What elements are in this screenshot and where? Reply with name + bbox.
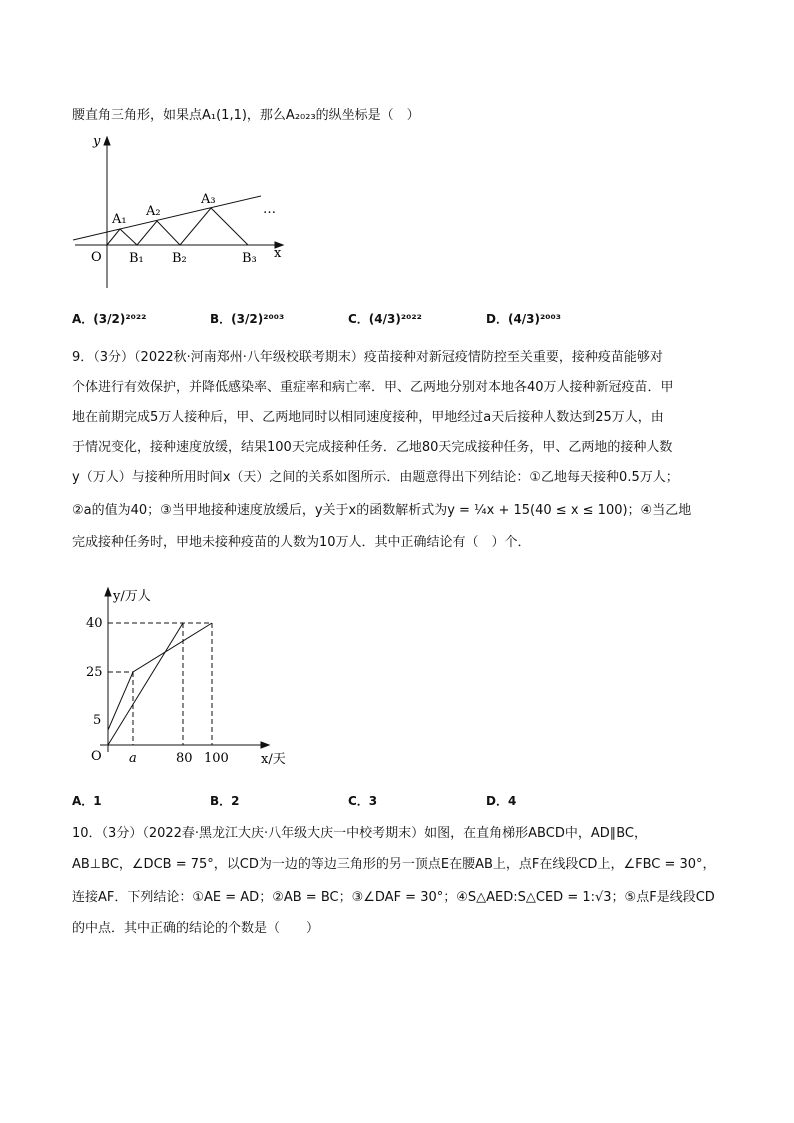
q10-line-1: 10．（3分）（2022春·黑龙江大庆·八年级大庆一中校考期末）如图，在直角梯形ABCD中，AD∥BC， <box>72 826 648 841</box>
q9-option-a[interactable]: A．1 <box>72 794 102 808</box>
origin-label: O <box>91 250 102 265</box>
q9-option-d[interactable]: D．4 <box>486 794 517 808</box>
y-axis-label: y <box>93 134 101 149</box>
q9-line-7: 完成接种任务时，甲地未接种疫苗的人数为10万人．其中正确结论有（ ）个． <box>72 535 531 550</box>
origin-label: O <box>91 749 102 764</box>
q9-option-c[interactable]: C．3 <box>348 794 378 808</box>
q8-option-a[interactable]: A．(3/2)²⁰²² <box>72 312 147 326</box>
tick-x-a: a <box>129 751 137 766</box>
q9-line-1: 9．（3分）（2022秋·河南郑州·八年级校联考期末）疫苗接种对新冠疫情防控至关重要，接种疫苗能够对 <box>72 350 663 365</box>
q8-stem: 腰直角三角形，如果点A₁(1,1)，那么A₂₀₂₃的纵坐标是（ ） <box>72 108 420 123</box>
q8-option-c[interactable]: C．(4/3)²⁰²² <box>348 312 422 326</box>
y-axis-label: y/万人 <box>113 589 151 604</box>
ellipsis: … <box>263 202 276 217</box>
tick-y-5: 5 <box>93 713 102 728</box>
x-axis-label: x <box>274 246 282 261</box>
q8-option-d[interactable]: D．(4/3)²⁰⁰³ <box>486 312 562 326</box>
q9-line-2: 个体进行有效保护，并降低感染率、重症率和病亡率．甲、乙两地分别对本地各40万人接种新冠疫苗．甲 <box>72 380 674 395</box>
tick-y-25: 25 <box>86 665 103 680</box>
q9-line-3: 地在前期完成5万人接种后，甲、乙两地同时以相同速度接种，甲地经过a天后接种人数达到25万人，由 <box>72 410 664 425</box>
tick-x-100: 100 <box>204 751 229 766</box>
point-b2: B₂ <box>172 251 187 266</box>
q10-line-2: AB⊥BC，∠DCB = 75°，以CD为一边的等边三角形的另一顶点E在腰AB上，点F在线段CD上，∠FBC = 30°， <box>72 857 716 872</box>
tick-x-80: 80 <box>176 751 193 766</box>
q9-line-6: ②a的值为40；③当甲地接种速度放缓后，y关于x的函数解析式为y = ¼x + 15(40 ≤ x ≤ 100)；④当乙地 <box>72 503 692 518</box>
q10-line-3: 连接AF．下列结论：①AE = AD；②AB = BC；③∠DAF = 30°；④S△AED:S△CED = 1:√3；⑤点F是线段CD <box>72 890 715 905</box>
x-axis-label: x/天 <box>261 752 286 767</box>
point-b1: B₁ <box>129 251 144 266</box>
tick-y-40: 40 <box>86 616 103 631</box>
point-a3: A₃ <box>201 192 216 207</box>
point-a1: A₁ <box>112 212 127 227</box>
point-a2: A₂ <box>146 204 161 219</box>
q9-line-5: y（万人）与接种所用时间x（天）之间的关系如图所示．由题意得出下列结论：①乙地每天接种0.5万人； <box>72 470 679 485</box>
q9-line-4: 于情况变化，接种速度放缓，结果100天完成接种任务．乙地80天完成接种任务，甲、乙两地的接种人数 <box>72 440 673 455</box>
point-b3: B₃ <box>242 251 257 266</box>
q8-option-b[interactable]: B．(3/2)²⁰⁰³ <box>210 312 285 326</box>
q10-line-4: 的中点．其中正确的结论的个数是（ ） <box>72 921 320 936</box>
q9-option-b[interactable]: B．2 <box>210 794 240 808</box>
